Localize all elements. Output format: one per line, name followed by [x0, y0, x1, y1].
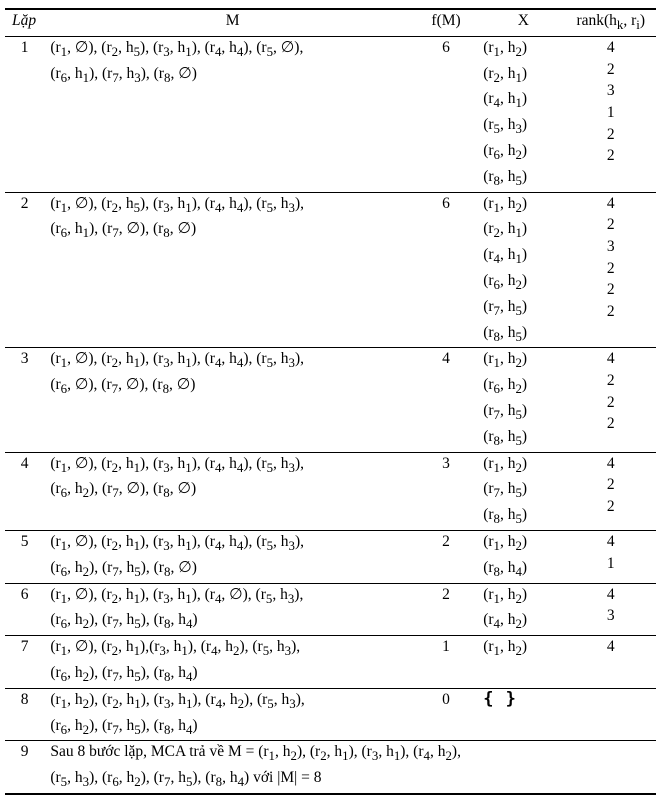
header-rank: $rank(h_k$, $r_i$) — [576, 12, 646, 33]
x-cell — [471, 688, 565, 741]
rank-value: 3 — [606, 607, 615, 625]
rank-value: 2 — [606, 497, 615, 515]
matching-line: ($r_6$, $h_1$), ($r_7$, ∅), ($r_8$, ∅) — [50, 220, 197, 241]
rank-value: 2 — [606, 415, 615, 433]
matching-line: ($r_6$, $h_2$), ($r_7$, $h_5$), ($r_8$, $h_4$) — [50, 663, 198, 685]
matching-line: ($r_1$, ∅), ($r_2$, $h_1$), ($r_3$, $h_1$), ($r_4$, ∅), ($r_5$, $h_3$), — [50, 585, 304, 606]
x-pair: ($r_4$, $h_1$) — [483, 246, 528, 267]
rank-cell — [566, 583, 656, 636]
x-pair: ($r_8$, $h_5$) — [483, 506, 528, 527]
x-pair: ($r_2$, $h_1$) — [483, 64, 528, 85]
x-pair: ($r_5$, $h_3$) — [483, 116, 528, 137]
x-cell — [471, 636, 565, 689]
header-lap: Lặp — [12, 12, 37, 29]
final-summary — [44, 741, 656, 794]
iteration-number: 9 — [20, 743, 29, 761]
matching-cell — [44, 688, 421, 741]
matching-cell — [44, 530, 421, 583]
f-value: 6 — [442, 194, 450, 212]
x-pair: ($r_8$, $h_5$) — [483, 323, 528, 344]
iteration-number: 5 — [20, 532, 29, 550]
summary-line: Sau 8 bước lặp, MCA trả về $M = (r_1$, $h_2$), ($r_2$, $h_1$), ($r_3$, $h_1$), ($r_4$, $h_2$), — [50, 743, 461, 764]
f-value: 3 — [442, 454, 450, 472]
table-row — [5, 583, 656, 636]
rank-value: 2 — [606, 147, 615, 165]
x-pair: ($r_1$, $h_2$) — [483, 38, 528, 59]
rank-value: 2 — [606, 303, 615, 321]
rank-value: 2 — [606, 393, 615, 411]
rank-value: 4 — [606, 585, 615, 603]
rank-value: 2 — [606, 259, 615, 277]
rank-value: 2 — [606, 125, 615, 143]
x-pair: ($r_4$, $h_1$) — [483, 90, 528, 111]
f-value: 0 — [442, 690, 450, 708]
f-value: 1 — [442, 638, 450, 656]
x-pair: ($r_1$, $h_2$) — [483, 585, 528, 606]
table-row — [5, 348, 656, 452]
rank-cell — [566, 348, 656, 452]
rank-cell — [566, 452, 656, 530]
x-pair: ($r_1$, $h_2$) — [483, 638, 528, 659]
summary-line: ($r_5$, $h_3$), ($r_6$, $h_2$), ($r_7$, $h_5$), ($r_8$, $h_4$) với |M| = 8 — [50, 769, 322, 790]
matching-line: ($r_6$, $h_1$), ($r_7$, $h_3$), ($r_8$, ∅) — [50, 64, 197, 85]
rank-cell — [566, 530, 656, 583]
f-value: 4 — [442, 350, 450, 368]
x-pair: ($r_1$, $h_2$) — [483, 454, 528, 475]
rank-value: 4 — [606, 532, 615, 550]
matching-line: ($r_1$, ∅), ($r_2$, $h_1$), ($r_3$, $h_1$), ($r_4$, $h_4$), ($r_5$, $h_3$), — [50, 350, 305, 371]
empty-set: { } — [483, 688, 517, 709]
matching-line: ($r_6$, ∅), ($r_7$, ∅), ($r_8$, ∅) — [50, 376, 196, 397]
matching-line: ($r_6$, $h_2$), ($r_7$, $h_5$), ($r_8$, $h_4$) — [50, 611, 198, 632]
rank-value: 4 — [606, 194, 615, 212]
x-pair: ($r_7$, $h_5$) — [483, 297, 528, 318]
f-value: 2 — [442, 532, 450, 550]
matching-cell — [44, 636, 421, 689]
header-f: f(M) — [431, 12, 461, 29]
matching-cell — [44, 452, 421, 530]
rank-cell — [566, 192, 656, 348]
header-x: X — [517, 12, 529, 29]
table-row — [5, 530, 656, 583]
x-cell — [471, 348, 565, 452]
x-pair: ($r_7$, $h_5$) — [483, 480, 528, 501]
iteration-number: 3 — [20, 350, 29, 368]
rank-value: 2 — [606, 372, 615, 390]
iteration-number: 4 — [20, 454, 29, 472]
rank-value: 4 — [606, 38, 615, 56]
iteration-number: 7 — [20, 638, 29, 656]
header-m: M — [225, 12, 240, 29]
f-value: 2 — [442, 585, 450, 603]
x-pair: ($r_1$, $h_2$) — [483, 350, 528, 371]
x-pair: ($r_6$, $h_2$) — [483, 271, 528, 293]
final-row — [5, 741, 656, 794]
rank-cell — [566, 636, 656, 689]
rank-cell — [566, 688, 656, 741]
x-pair: ($r_8$, $h_4$) — [483, 558, 528, 579]
iteration-number: 2 — [20, 194, 29, 212]
x-cell — [471, 583, 565, 636]
rank-value: 1 — [606, 103, 615, 121]
table-row — [5, 192, 656, 348]
x-pair: ($r_1$, $h_2$) — [483, 532, 528, 554]
rank-value: 2 — [606, 60, 615, 78]
matching-line: ($r_1$, ∅), ($r_2$, $h_1$), ($r_3$, $h_1$), ($r_4$, $h_4$), ($r_5$, $h_3$), — [50, 532, 305, 554]
matching-line: ($r_1$, ∅), ($r_2$, $h_5$), ($r_3$, $h_1$), ($r_4$, $h_4$), ($r_5$, ∅), — [50, 38, 304, 59]
matching-line: ($r_1$, $h_2$), ($r_2$, $h_1$), ($r_3$, $h_1$), ($r_4$, $h_2$), ($r_5$, $h_3$), — [50, 690, 305, 711]
x-pair: ($r_4$, $h_2$) — [483, 611, 528, 632]
table-body — [5, 36, 656, 794]
x-cell — [471, 530, 565, 583]
matching-line: ($r_1$, ∅), ($r_2$, $h_1),(r_3$, $h_1$), ($r_4$, $h_2$), ($r_5$, $h_3$), — [50, 638, 301, 659]
rank-value: 4 — [606, 638, 615, 656]
x-cell — [471, 452, 565, 530]
x-pair: ($r_6$, $h_2$) — [483, 376, 528, 397]
iteration-number: 6 — [20, 585, 29, 603]
table-row — [5, 688, 656, 741]
rank-value: 2 — [606, 476, 615, 494]
matching-line: ($r_1$, ∅), ($r_2$, $h_5$), ($r_3$, $h_1$), ($r_4$, $h_4$), ($r_5$, $h_3$), — [50, 194, 305, 215]
rank-value: 2 — [606, 281, 615, 299]
x-cell — [471, 36, 565, 192]
matching-line: ($r_6$, $h_2$), ($r_7$, $h_5$), ($r_8$, ∅) — [50, 558, 197, 579]
matching-line: ($r_6$, $h_2$), ($r_7$, $h_5$), ($r_8$, $h_4$) — [50, 716, 198, 737]
matching-line: ($r_1$, ∅), ($r_2$, $h_1$), ($r_3$, $h_1$), ($r_4$, $h_4$), ($r_5$, $h_3$), — [50, 454, 305, 475]
table-row — [5, 636, 656, 689]
rank-value: 1 — [606, 554, 615, 572]
matching-cell — [44, 348, 421, 452]
matching-cell — [44, 583, 421, 636]
matching-cell — [44, 36, 421, 192]
x-pair: ($r_1$, $h_2$) — [483, 194, 528, 215]
iteration-number: 8 — [20, 690, 29, 708]
x-cell — [471, 192, 565, 348]
rank-value: 2 — [606, 216, 615, 234]
rank-value: 3 — [606, 82, 615, 100]
x-pair: ($r_6$, $h_2$) — [483, 141, 528, 163]
table-row — [5, 452, 656, 530]
rank-value: 4 — [606, 350, 615, 368]
x-pair: ($r_2$, $h_1$) — [483, 220, 528, 241]
rank-value: 4 — [606, 454, 615, 472]
x-pair: ($r_8$, $h_5$) — [483, 427, 528, 448]
f-value: 6 — [442, 38, 450, 56]
rank-cell — [566, 36, 656, 192]
x-pair: ($r_8$, $h_5$) — [483, 167, 528, 188]
mca-iteration-table — [5, 8, 656, 795]
table-header-row — [5, 9, 656, 36]
matching-line: ($r_6$, $h_2$), ($r_7$, ∅), ($r_8$, ∅) — [50, 480, 197, 501]
rank-value: 3 — [606, 237, 615, 255]
table-row — [5, 36, 656, 192]
x-pair: ($r_7$, $h_5$) — [483, 401, 528, 423]
matching-cell — [44, 192, 421, 348]
iteration-number: 1 — [20, 38, 29, 56]
